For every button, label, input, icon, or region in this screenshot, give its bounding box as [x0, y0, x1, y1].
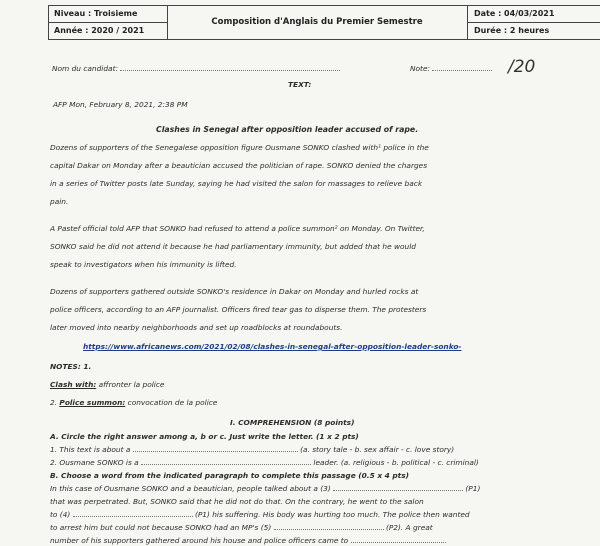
- passage-line: [50, 510, 470, 519]
- passage-line: [50, 484, 480, 493]
- p3-line: Dozens of supporters gathered outside SONKO's residence in Dakar on Monday and hurled rocks at: [50, 287, 419, 296]
- passage-text: to (4): [50, 510, 71, 519]
- note-label: Note:: [410, 64, 430, 73]
- candidate-name-label: Nom du candidat:: [52, 64, 118, 73]
- p2-line: speak to investigators when his immunity is lifted.: [50, 260, 237, 269]
- question-b-title: B. Choose a word from the indicated paragraph to complete this passage (0.5 x 4 pts): [50, 471, 409, 480]
- question-2-options: leader. (a. religious - b. political - c. criminal): [313, 458, 479, 467]
- p1-line: pain.: [50, 197, 69, 206]
- header-title-cell: [167, 6, 468, 39]
- note-2-number: 2.: [50, 398, 60, 407]
- question-2-text: 2. Ousmane SONKO is a: [50, 458, 139, 467]
- p1-line: capital Dakar on Monday after a beautician accused the politician of rape. SONKO denied the charges: [50, 161, 428, 170]
- notes-title: NOTES: 1.: [50, 362, 92, 371]
- answer-4-field[interactable]: [73, 516, 193, 517]
- source-link[interactable]: https://www.africanews.com/2021/02/08/clashes-in-senegal-after-opposition-leader-sonko-: [83, 342, 462, 351]
- answer-1-field[interactable]: [133, 451, 298, 452]
- answer-2-field[interactable]: [141, 464, 311, 465]
- passage-text: In this case of Ousmane SONKO and a beautician, people talked about a (3): [50, 484, 331, 493]
- passage-line: that was perpetrated. But, SONKO said that he did not do that. On the contrary, he went to the salon: [50, 497, 424, 506]
- answer-5-field[interactable]: [274, 529, 384, 530]
- exam-title: Composition d'Anglais du Premier Semestre: [211, 17, 423, 27]
- question-2: [50, 458, 479, 467]
- candidate-name-field[interactable]: [120, 70, 340, 71]
- passage-text: to arrest him but could not because SONKO had an MP's (5): [50, 523, 272, 532]
- question-1-text: 1. This text is about a: [50, 445, 131, 454]
- note-field[interactable]: [432, 70, 492, 71]
- note-2-term: Police summon:: [59, 398, 126, 407]
- passage-text: number of his supporters gathered around his house and police officers came to: [50, 536, 349, 545]
- note-2: [50, 398, 217, 407]
- answer-3-field[interactable]: [333, 490, 463, 491]
- candidate-name-row: [52, 64, 340, 73]
- passage-text: (P2). A great: [385, 523, 433, 532]
- p3-line: later moved into nearby neighborhoods and set up roadblocks at roundabouts.: [50, 323, 343, 332]
- headline: Clashes in Senegal after opposition leader accused of rape.: [156, 125, 419, 134]
- note-row: [410, 64, 492, 73]
- passage-line: [50, 536, 446, 545]
- date-label: Date : 04/03/2021: [474, 9, 555, 18]
- header-divider: [49, 22, 167, 23]
- note-1: [50, 380, 164, 389]
- section-heading: I. COMPREHENSION (8 points): [230, 418, 355, 427]
- exam-header-table: [48, 5, 600, 40]
- p1-line: in a series of Twitter posts late Sunday, saying he had visited the salon for massages to relieve back: [50, 179, 423, 188]
- p1-line: Dozens of supporters of the Senegalese opposition figure Ousmane SONKO clashed with¹ police in the: [50, 143, 429, 152]
- p3-line: police officers, according to an AFP journalist. Officers fired tear gas to disperse them. The protesters: [50, 305, 427, 314]
- passage-line: [50, 523, 433, 532]
- level-label: Niveau : Troisieme: [54, 9, 138, 18]
- total-score: /20: [508, 57, 536, 77]
- header-divider: [468, 22, 600, 23]
- note-1-term: Clash with:: [50, 380, 97, 389]
- p2-line: A Pastef official told AFP that SONKO had refused to attend a police summon² on Monday. On Twitter,: [50, 224, 425, 233]
- note-1-definition: affronter la police: [96, 380, 165, 389]
- year-label: Année : 2020 / 2021: [54, 26, 145, 35]
- question-1-options: (a. story tale - b. sex affair - c. love story): [300, 445, 455, 454]
- dateline: AFP Mon, February 8, 2021, 2:38 PM: [53, 100, 188, 109]
- question-a-title: A. Circle the right answer among a, b or c. Just write the letter. (1 x 2 pts): [50, 432, 359, 441]
- note-2-definition: convocation de la police: [125, 398, 218, 407]
- header-left-cell: [49, 6, 168, 39]
- p2-line: SONKO said he did not attend it because he had parliamentary immunity, but added that he would: [50, 242, 416, 251]
- question-1: [50, 445, 454, 454]
- text-label: TEXT:: [288, 80, 312, 89]
- passage-ref: (P1): [465, 484, 481, 493]
- passage-text: (P1) his suffering. His body was hurting too much. The police then wanted: [194, 510, 470, 519]
- answer-6-field[interactable]: [351, 542, 446, 543]
- duration-label: Durée : 2 heures: [474, 26, 550, 35]
- header-right-cell: [468, 6, 600, 39]
